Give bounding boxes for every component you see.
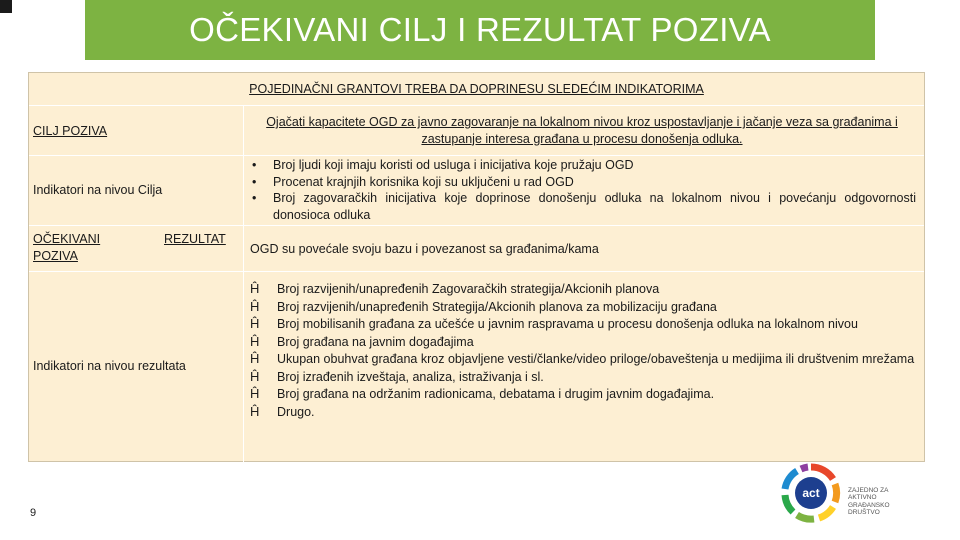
logo-ring-icon [778,462,848,524]
indikatori-rezultata-list [250,282,916,422]
bullet-symbol-icon: Ĥ [250,316,260,331]
bullet-symbol-icon: Ĥ [250,351,260,366]
ocekivani-label-b: REZULTAT [164,232,226,246]
list-item: • Broj ljudi koji imaju koristi od usluga i inicijativa koje pružaju OGD [248,157,916,174]
list-item: Ĥ Broj građana na održanim radionicama, debatama i drugim javnim događajima. [250,386,715,401]
ocekivani-label-a: OČEKIVANI [33,232,101,246]
column-divider [243,105,244,463]
act-logo [778,462,913,524]
list-item: Ĥ Broj izrađenih izveštaja, analiza, istraživanja i sl. [250,368,544,384]
list-item: Ĥ Drugo. [250,403,315,419]
bullet-symbol-icon: Ĥ [250,368,260,384]
logo-mark: act [802,486,820,500]
ocekivani-text: OGD su povećale svoju bazu i povezanost sa građanima/kama [250,242,599,256]
indicators-table [28,72,925,462]
cilj-text: Ojačati kapacitete OGD za javno zagovaranje na lokalnom nivou kroz uspostavljanje i jačanje veza sa građanima i zastupanje interesa građana u procesu donošenja odluka. [266,115,898,146]
slide-title: OČEKIVANI CILJ I REZULTAT POZIVA [85,0,875,60]
list-item: Ĥ Ukupan obuhvat građana kroz objavljene vesti/članke/video priloge/obaveštenja u medijima ili društvenim mrežama [250,351,915,366]
page-number: 9 [30,507,37,519]
list-item: • Broj zagovaračkih inicijativa koje doprinose donošenju odluka na lokalnom nivou i povećanju odgovornosti donosioca odluka [248,190,916,223]
bullet-symbol-icon: Ĥ [250,333,260,349]
title-bar [0,0,960,60]
bullet-symbol-icon: Ĥ [250,298,260,314]
row-divider [29,155,924,156]
bullet-symbol-icon: Ĥ [250,281,260,296]
list-item: Ĥ Broj razvijenih/unapređenih Strategija/Akcionih planova za mobilizaciju građana [250,298,717,314]
list-item: Ĥ Broj građana na javnim događajima [250,333,474,349]
bullet-symbol-icon: Ĥ [250,386,260,401]
indikatori-cilja-list [248,157,916,223]
bullet-symbol-icon: Ĥ [250,403,260,419]
row-divider [29,105,924,106]
ocekivani-label-c: POZIVA [33,249,78,263]
list-item: • Procenat krajnjih korisnika koji su uključeni u rad OGD [248,174,916,191]
row-divider [29,225,924,226]
indikatori-cilja-label: Indikatori na nivou Cilja [33,183,163,197]
logo-text: ZAJEDNO ZA AKTIVNO GRAĐANSKO DRUŠTVO [848,487,890,516]
list-item: Ĥ Broj mobilisanih građana za učešće u javnim raspravama u procesu donošenja odluka na lokalnom nivou [250,316,858,331]
table-header: POJEDINAČNI GRANTOVI TREBA DA DOPRINESU SLEDEĆIM INDIKATORIMA [249,82,704,96]
indikatori-rezultata-label: Indikatori na nivou rezultata [33,359,186,373]
list-item: Ĥ Broj razvijenih/unapređenih Zagovaračkih strategija/Akcionih planova [250,281,660,296]
row-divider [29,271,924,272]
cilj-label: CILJ POZIVA [33,124,108,138]
